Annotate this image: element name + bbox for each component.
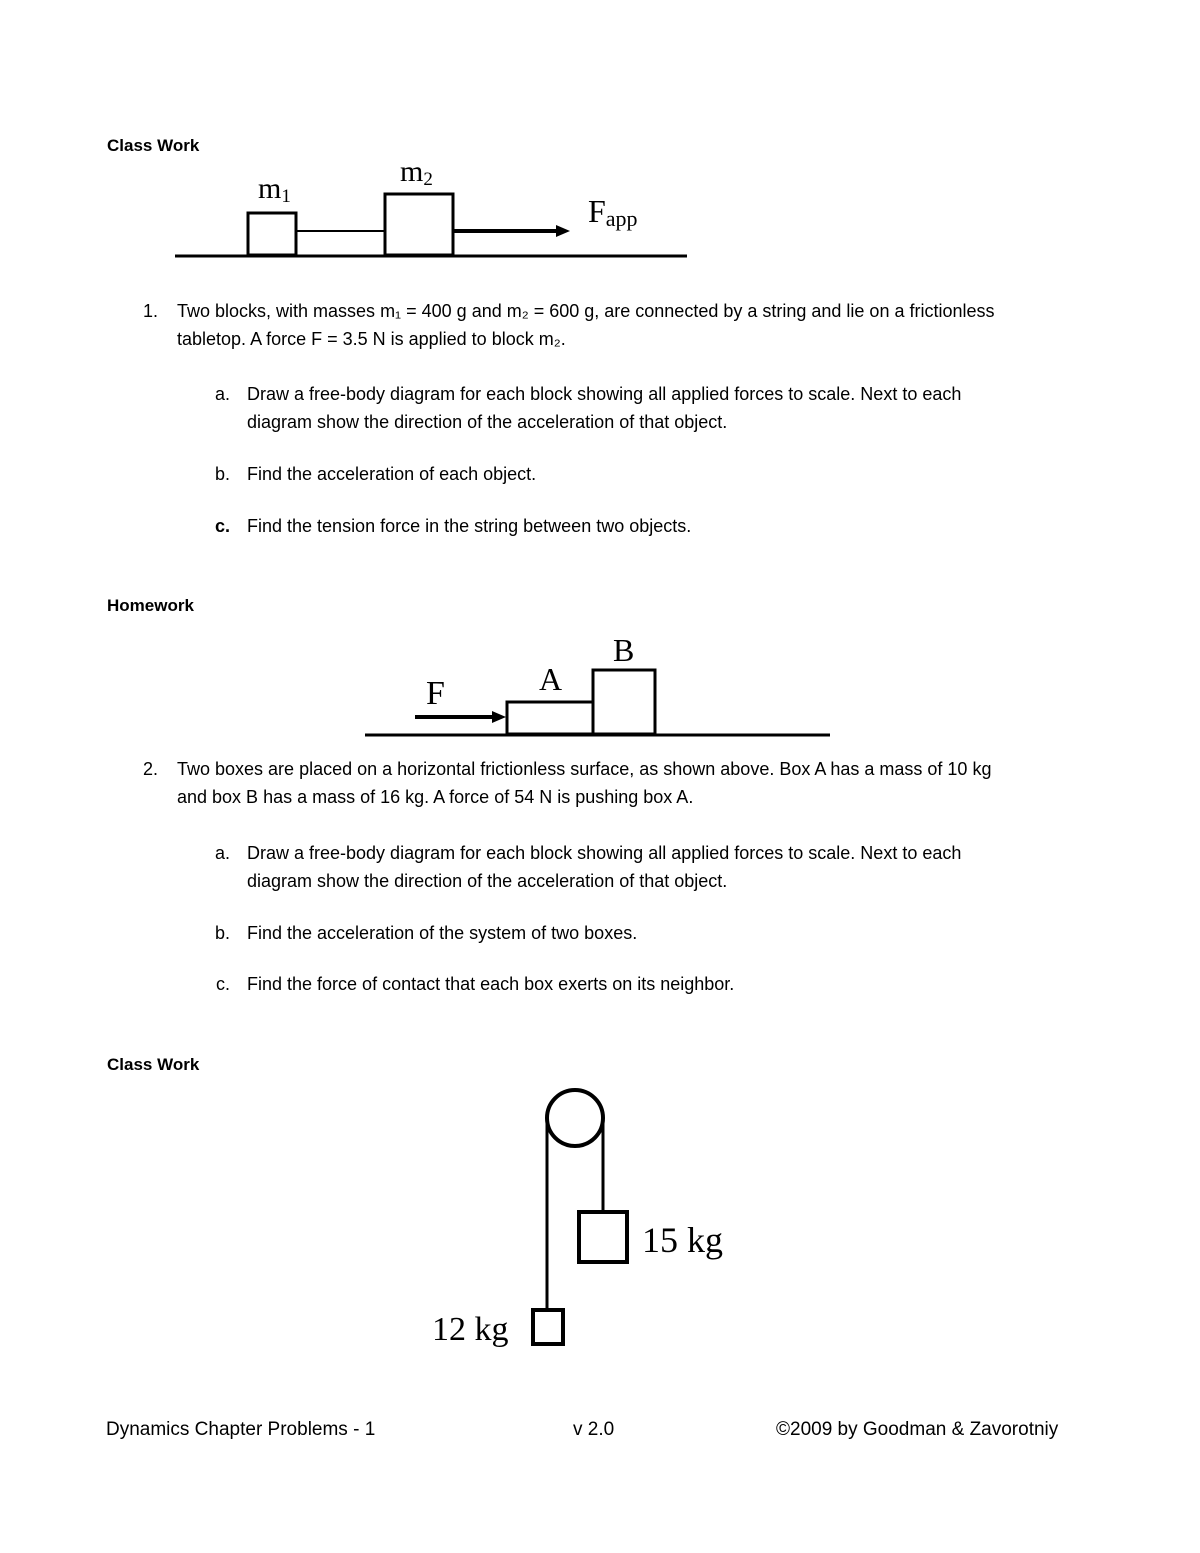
footer-left: Dynamics Chapter Problems - 1 — [106, 1419, 376, 1440]
mass-15kg-box — [579, 1212, 627, 1262]
label-a: A — [539, 661, 563, 697]
pulley-diagram — [420, 1080, 740, 1360]
label-f: F — [426, 675, 445, 712]
label-12kg: 12 kg — [432, 1311, 509, 1348]
part-text-line: diagram show the direction of the acceleration of that object. — [247, 412, 728, 432]
part-letter: c. — [215, 974, 230, 994]
two-blocks-diagram — [170, 155, 700, 265]
pulley-wheel — [547, 1090, 603, 1146]
part-text-line: Draw a free-body diagram for each block showing all applied forces to scale. Next to each — [247, 843, 962, 863]
problem-text-line: Two blocks, with masses m₁ = 400 g and m₂ = 600 g, are connected by a string and lie on a frictionless — [177, 301, 995, 321]
pushed-boxes-diagram — [360, 630, 840, 745]
label-m1: m1 — [258, 172, 291, 207]
block-m2 — [385, 194, 453, 255]
box-b — [593, 670, 655, 734]
footer-copyright: ©2009 by Goodman & Zavorotniy — [776, 1419, 1059, 1440]
problem-text-line: tabletop. A force F = 3.5 N is applied to block m₂. — [177, 329, 566, 349]
section-heading: Class Work — [107, 1055, 200, 1074]
problem-text-line: Two boxes are placed on a horizontal frictionless surface, as shown above. Box A has a mass of 10 kg — [177, 759, 992, 779]
section-heading: Homework — [107, 596, 194, 615]
problem-number: 2. — [142, 759, 158, 779]
problem-text-line: and box B has a mass of 16 kg. A force of 54 N is pushing box A. — [177, 787, 694, 807]
part-text-line: Draw a free-body diagram for each block showing all applied forces to scale. Next to each — [247, 384, 962, 404]
label-fapp: Fapp — [588, 193, 638, 231]
part-text-line: diagram show the direction of the acceleration of that object. — [247, 871, 728, 891]
part-text-line: Find the acceleration of each object. — [247, 464, 537, 484]
label-15kg: 15 kg — [642, 1220, 723, 1260]
part-letter: a. — [214, 843, 230, 863]
section-heading: Class Work — [107, 136, 200, 155]
part-letter: b. — [214, 923, 230, 943]
label-b: B — [613, 632, 635, 668]
part-letter: b. — [214, 464, 230, 484]
force-arrow-head — [492, 711, 506, 723]
problem-number: 1. — [142, 301, 158, 321]
footer-version: v 2.0 — [573, 1419, 615, 1440]
part-text-line: Find the force of contact that each box exerts on its neighbor. — [247, 974, 735, 994]
box-a — [507, 702, 593, 734]
block-m1 — [248, 213, 296, 255]
force-arrow-head — [556, 225, 570, 237]
part-text-line: Find the tension force in the string between two objects. — [247, 516, 692, 536]
part-letter: a. — [214, 384, 230, 404]
mass-12kg-box — [533, 1310, 563, 1344]
label-m2: m2 — [400, 155, 433, 190]
part-letter: c. — [214, 516, 230, 536]
part-text-line: Find the acceleration of the system of two boxes. — [247, 923, 638, 943]
